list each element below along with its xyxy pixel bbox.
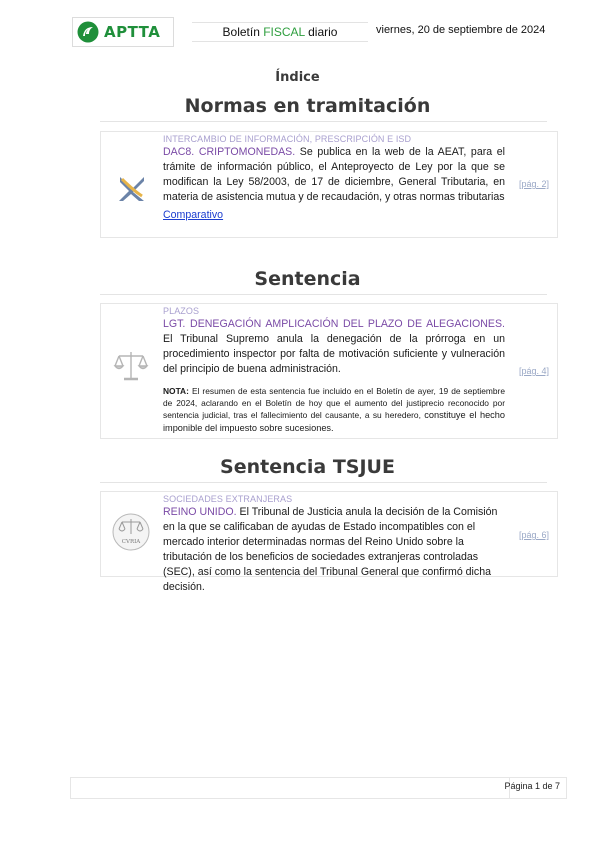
card-summary	[163, 317, 505, 377]
card-keyword[interactable]: REINO UNIDO.	[163, 506, 237, 518]
card-category: SOCIEDADES EXTRANJERAS	[163, 494, 293, 504]
category-text: INTERCAMBIO DE INFORMACIÓN,	[163, 134, 313, 144]
section-title-normas: Normas en tramitación	[184, 95, 431, 117]
note-label: NOTA:	[163, 386, 189, 396]
page-ref-link[interactable]: [pág. 6]	[518, 530, 549, 540]
title-prefix: Boletín	[222, 25, 264, 39]
scales-icon	[101, 344, 161, 388]
card-summary	[163, 505, 505, 595]
section-divider	[100, 294, 547, 295]
card-text: Se publica en la web de la AEAT, para el trámite de información público, el Anteproyecto de Ley por la que se modifican la Ley 58/2003, de 17 de diciembre, General Tributaria, en materia de asistencia mutua y de recaudación, y otras normas tributarias	[163, 146, 505, 203]
section-title-tsjue: Sentencia TSJUE	[220, 456, 395, 478]
page-number: Página 1 de 7	[504, 781, 560, 791]
card-keyword[interactable]: DAC8. CRIPTOMONEDAS.	[163, 146, 296, 158]
card-category	[163, 134, 505, 145]
aptta-logo-icon	[77, 21, 99, 43]
bulletin-title	[192, 22, 368, 42]
logo-text: APTTA	[104, 23, 161, 41]
curia-seal-icon	[101, 510, 161, 554]
note-text: El resumen de esta sentencia fue incluido en el Boletín de ayer, 19 de septiembre de 2024, aclarando en el Boletín de hoy que el aumento del justiprecio reconocido por sentencia judicial, tras el fallecimiento del causante, a su heredero,	[163, 386, 505, 421]
section-divider	[100, 121, 547, 122]
note-emphasis: constituye el hecho imponible del impuesto sobre sucesiones.	[163, 410, 505, 433]
news-card-normas	[100, 131, 558, 238]
page-ref-link[interactable]: [pág. 2]	[518, 179, 549, 189]
aeat-logo-icon	[101, 164, 161, 208]
news-card-sentencia	[100, 303, 558, 439]
comparativo-link[interactable]: Comparativo	[163, 209, 224, 221]
title-suffix: diario	[304, 25, 338, 39]
section-divider	[100, 482, 547, 483]
section-title-sentencia: Sentencia	[254, 268, 361, 290]
page-ref-link[interactable]: [pág. 4]	[518, 366, 549, 376]
bulletin-date: viernes, 20 de septiembre de 2024	[376, 24, 546, 36]
card-category: PLAZOS	[163, 306, 200, 316]
category-tail: PRESCRIPCIÓN E ISD	[312, 134, 412, 144]
aptta-logo	[72, 17, 174, 47]
news-card-tsjue	[100, 491, 558, 593]
seal-text: CVRIA	[121, 539, 141, 545]
page-footer	[70, 777, 567, 799]
card-summary	[163, 145, 505, 205]
title-fiscal: FISCAL	[263, 25, 305, 39]
card-text: El Tribunal Supremo anula la denegación de la prórroga en un procedimiento inspector por falta de motivación suficiente y vulneración del principio de buena administración.	[163, 333, 505, 375]
card-text: El Tribunal de Justicia anula la decisión de la Comisión en la que se calificaban de ayudas de Estado incompatibles con el mercado interior determinadas normas del Reino Unido sobre la tributación de los beneficios de sociedades extranjeras controladas (SEC), así como la sentencia del Tribunal General que confirmó dicha decisión.	[163, 506, 498, 593]
card-note	[163, 385, 505, 434]
index-heading: Índice	[275, 70, 320, 85]
card-keyword[interactable]: LGT. DENEGACIÓN AMPLICACIÓN DEL PLAZO DE ALEGACIONES.	[163, 318, 505, 330]
